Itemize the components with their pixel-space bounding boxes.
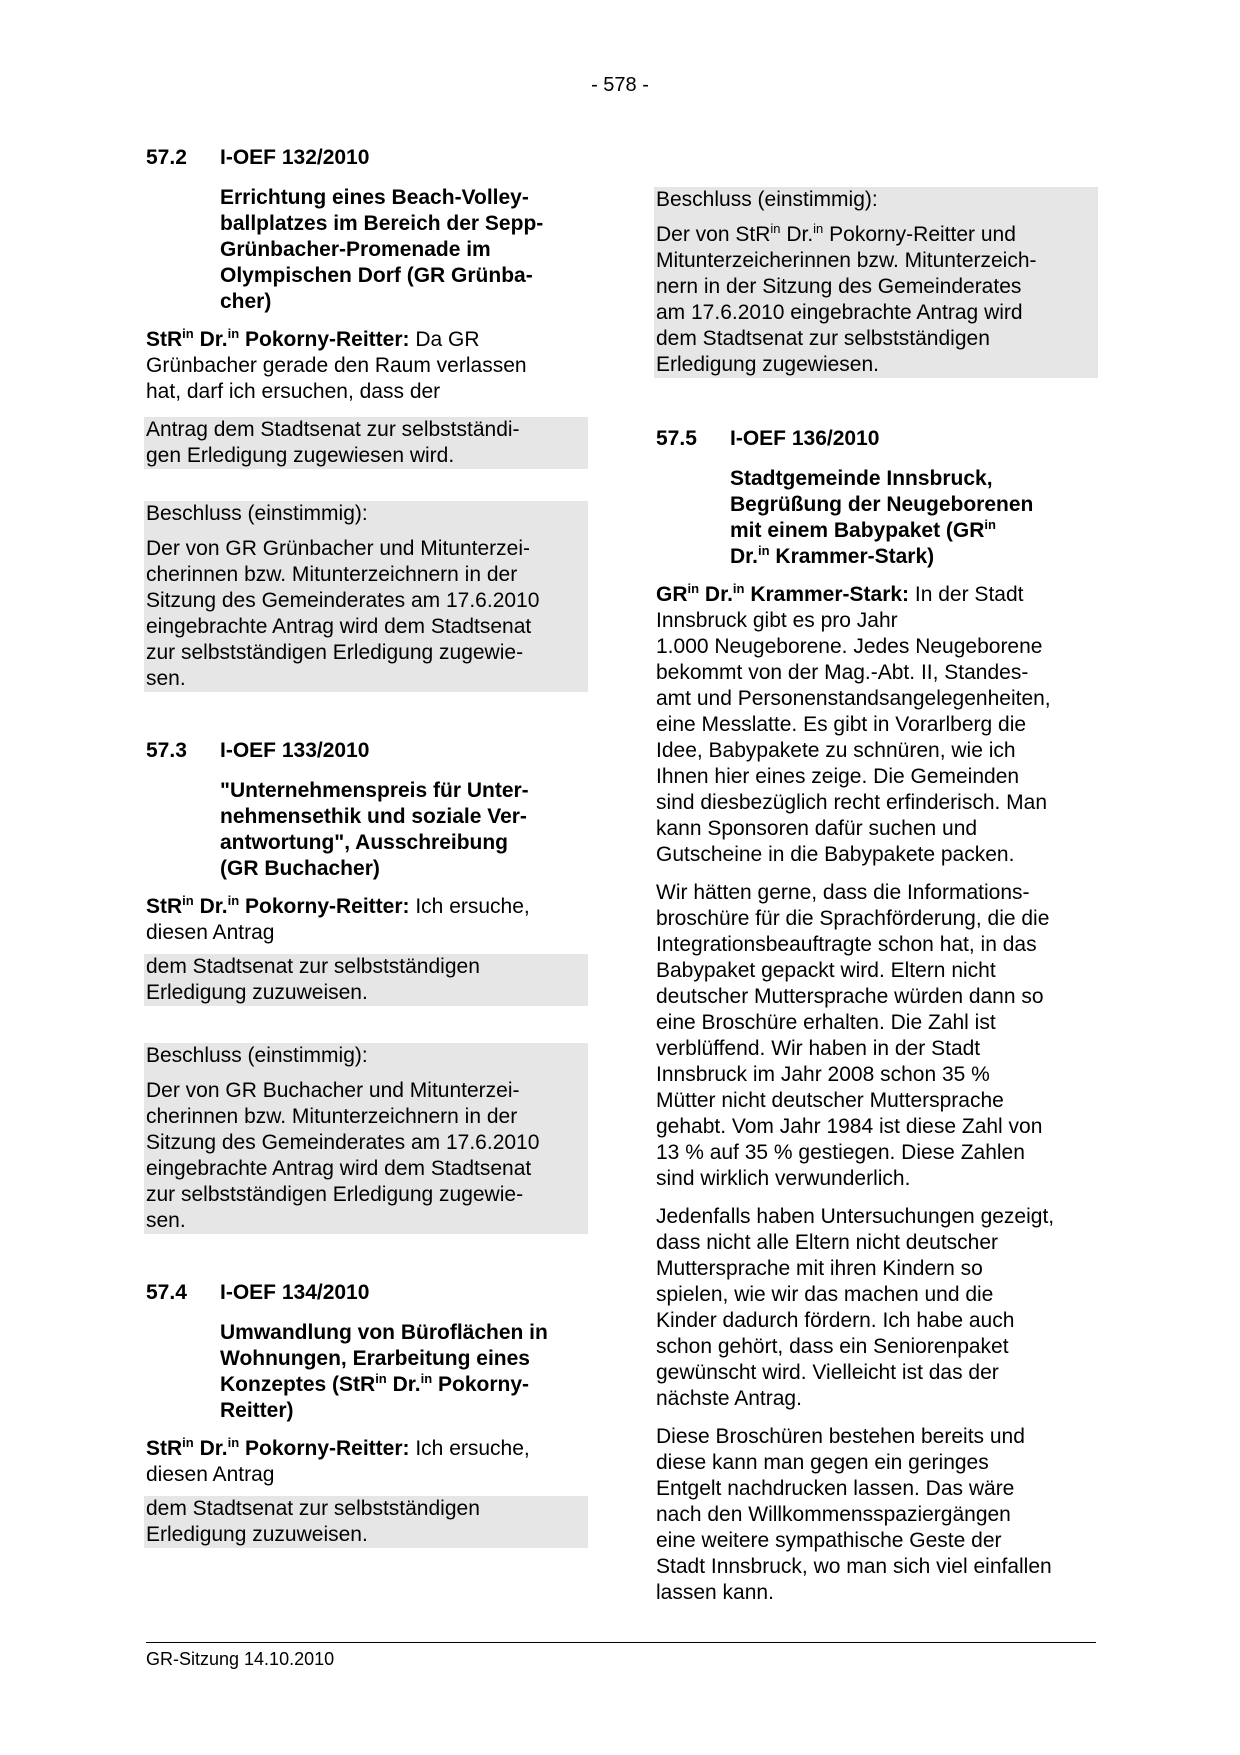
item-number: 57.3 bbox=[146, 739, 187, 762]
item-heading bbox=[146, 1280, 588, 1306]
speech-paragraph: Wir hätten gerne, dass die Informations- broschüre für die Sprachförderung, die die Integrationsbeauftragte schon hat, in das Babypaket gepackt wird. Eltern nicht deutscher Muttersprache würden dann so eine Broschüre erhalten. Die Zahl ist verblüffend. Wir haben in der Stadt Innsbruck im Jahr 2008 schon 35 % Mütter nicht deutscher Muttersprache gehabt. Vom Jahr 1984 ist diese Zahl von 13 % auf 35 % gestiegen. Diese Zahlen sind wirklich verwunderlich. bbox=[656, 881, 1050, 1190]
item-title bbox=[220, 185, 588, 315]
item-number: 57.5 bbox=[656, 427, 697, 450]
title-line: Olympischen Dorf (GR Grünba- bbox=[220, 264, 533, 287]
agenda-item-57-4 bbox=[146, 1280, 588, 1548]
motion-text-shaded: dem Stadtsenat zur selbstständigen Erledigung zuzuweisen. bbox=[144, 954, 588, 1006]
page-number: - 578 - bbox=[591, 74, 649, 96]
item-heading bbox=[656, 426, 1098, 452]
footer-divider bbox=[146, 1642, 1096, 1643]
decision-label: Beschluss (einstimmig): bbox=[656, 188, 878, 211]
item-heading bbox=[146, 145, 588, 171]
footer-text: GR-Sitzung 14.10.2010 bbox=[146, 1649, 335, 1669]
item-title: Stadtgemeinde Innsbruck, Begrüßung der Neugeborenen mit einem Babypaket ($GR^{in}$ Dr.$^{in}$ Krammer-Stark) bbox=[730, 467, 1034, 568]
speech-paragraph bbox=[146, 327, 588, 405]
agenda-item-57-3 bbox=[146, 738, 588, 1234]
decision-block: Beschluss (einstimmig): Der von GR Buchacher und Mitunterzei- cherinnen bzw. Mitunterzeichnern in der Sitzung des Gemeinderates am 17.6.2010 eingebrachte Antrag wird dem Stadtsenat zur selbstständigen Erledigung zugewie- sen. bbox=[144, 1043, 588, 1234]
item-code: I-OEF 133/2010 bbox=[220, 739, 370, 762]
item-title: Umwandlung von Büroflächen in Wohnungen, Erarbeitung eines Konzeptes (StR$^{in}$ Dr.$^{in}$ Pokorny- Reitter) bbox=[220, 1321, 548, 1422]
speech-line: Grünbacher gerade den Raum verlassen bbox=[146, 354, 527, 377]
speech-paragraph: StR$^{in}$ Dr.$^{in}$ Pokorny-Reitter: Ich ersuche, diesen Antrag bbox=[146, 893, 530, 944]
item-code: I-OEF 134/2010 bbox=[220, 1281, 370, 1304]
speech-line: hat, darf ich ersuchen, dass der bbox=[146, 380, 441, 403]
speech-paragraph: StR$^{in}$ Dr.$^{in}$ Pokorny-Reitter: Ich ersuche, diesen Antrag bbox=[146, 1435, 530, 1486]
item-number: 57.2 bbox=[146, 146, 187, 169]
speaker-name: StR$^{in}$ Dr.$^{in}$ Pokorny-Reitter: bbox=[146, 893, 410, 918]
speaker-name: StR$^{in}$ Dr.$^{in}$ Pokorny-Reitter: bbox=[146, 326, 410, 351]
speaker-name: StR$^{in}$ Dr.$^{in}$ Pokorny-Reitter: bbox=[146, 1435, 410, 1460]
motion-text-shaded: dem Stadtsenat zur selbstständigen Erledigung zuzuweisen. bbox=[144, 1496, 588, 1548]
item-number: 57.4 bbox=[146, 1281, 187, 1304]
motion-text-shaded: Antrag dem Stadtsenat zur selbstständi- gen Erledigung zugewiesen wird. bbox=[144, 417, 588, 469]
speech-paragraph: Jedenfalls haben Untersuchungen gezeigt, dass nicht alle Eltern nicht deutscher Muttersprache mit ihren Kindern so spielen, wie wir das machen und die Kinder dadurch fördern. Ich habe auch schon gehört, dass ein Seniorenpaket gewünscht wird. Vielleicht ist das der nächste Antrag. bbox=[656, 1205, 1055, 1410]
decision-block: Beschluss (einstimmig): Der von GR Grünbacher und Mitunterzei- cherinnen bzw. Mitunterzeichnern in der Sitzung des Gemeinderates am 17.6.2010 eingebrachte Antrag wird dem Stadtsenat zur selbstständigen Erledigung zugewie- sen. bbox=[144, 501, 588, 692]
decision-block: Beschluss (einstimmig): Der von StR$^{in}$ Dr.$^{in}$ Pokorny-Reitter und Mitunterzeicherinnen bzw. Mitunterzeich- nern in der Sitzung des Gemeinderates am 17.6.2010 eingebrachte Antrag wird dem Stadtsenat zur selbstständigen Erledigung zugewiesen. bbox=[654, 187, 1098, 378]
title-line: ballplatzes im Bereich der Sepp- bbox=[220, 212, 544, 235]
right-column bbox=[656, 187, 1098, 1606]
speech-paragraph: Diese Broschüren bestehen bereits und diese kann man gegen ein geringes Entgelt nachdrucken lassen. Das wäre nach den Willkommensspaziergängen eine weitere sympathische Geste der Stadt Innsbruck, wo man sich viel einfallen lassen kann. bbox=[656, 1425, 1052, 1604]
title-line: cher) bbox=[220, 290, 272, 313]
item-heading bbox=[146, 738, 588, 764]
speech-paragraph: $GR^{in}$ Dr.$^{in}$ Krammer-Stark: In der Stadt Innsbruck gibt es pro Jahr 1.000 Neugeborene. Jedes Neugeborene bekommt von der Mag.-Abt. II, Standes- amt und Personenstandsangelegenheiten, eine Messlatte. Es gibt in Vorarlberg die Idee, Babypakete zu schnüren, wie ich Ihnen hier eines zeige. Die Gemeinden sind diesbezüglich recht erfinderisch. Man kann Sponsoren dafür suchen und Gutscheine in die Babypakete packen. bbox=[656, 581, 1051, 866]
title-line: Errichtung eines Beach-Volley- bbox=[220, 186, 529, 209]
item-code: I-OEF 132/2010 bbox=[220, 146, 370, 169]
item-code: I-OEF 136/2010 bbox=[730, 427, 880, 450]
agenda-item-57-2 bbox=[146, 145, 588, 692]
title-line: Grünbacher-Promenade im bbox=[220, 238, 491, 261]
item-title: "Unternehmenspreis für Unter- nehmensethik und soziale Ver- antwortung", Ausschreibung (GR Buchacher) bbox=[220, 779, 529, 880]
speech-text: Da GR bbox=[409, 328, 480, 351]
speaker-name: $GR^{in}$ Dr.$^{in}$ Krammer-Stark: bbox=[656, 581, 910, 606]
decision-label: Beschluss (einstimmig): bbox=[146, 1044, 368, 1067]
agenda-item-57-5 bbox=[656, 426, 1098, 1606]
decision-label: Beschluss (einstimmig): bbox=[146, 502, 368, 525]
left-column bbox=[146, 145, 588, 1548]
